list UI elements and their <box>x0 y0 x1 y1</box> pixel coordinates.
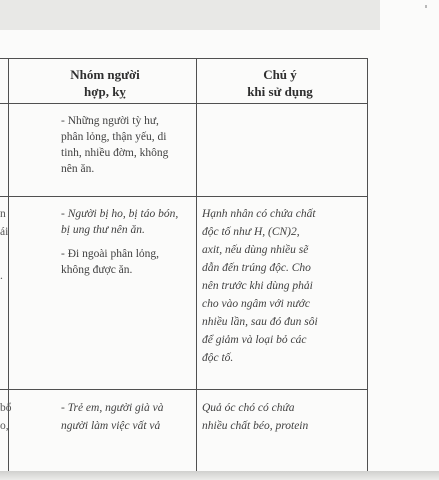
header-notes-line-1: Chú ý <box>263 67 297 82</box>
row2-group-line: - Đi ngoài phân lỏng, <box>61 248 160 260</box>
page-bottom-edge <box>0 471 439 480</box>
row3-left-fragment: bổ <box>0 402 12 414</box>
row2-left-fragment: n <box>0 208 6 220</box>
row2-notes-line: Hạnh nhân có chứa chất <box>202 208 316 220</box>
rule-header-bottom <box>0 103 368 104</box>
row2-left-fragment: ái <box>0 226 9 238</box>
rule-col-mid <box>196 58 197 471</box>
row2-notes-cell <box>202 206 364 366</box>
row2-group-cell <box>61 206 193 278</box>
row3-left-fragment: o, <box>0 420 9 432</box>
row2-notes-line: cho vào ngâm với nước <box>202 298 310 310</box>
row2-notes-line: độc tố. <box>202 352 234 364</box>
row2-notes-line: dẫn đến trúng độc. Cho <box>202 262 311 274</box>
row3-notes-line: nhiều chất béo, protein <box>202 420 309 432</box>
row2-notes-line: nhiều lần, sau đó đun sôi <box>202 316 318 328</box>
row2-notes-line: độc tố như H, (CN)2, <box>202 226 300 238</box>
row3-group-cell <box>61 400 193 434</box>
rule-row1-bottom <box>0 196 368 197</box>
header-notes <box>225 66 335 100</box>
row1-group-cell <box>61 113 193 177</box>
row2-group-line: - Người bị ho, bị táo bón, <box>61 208 179 220</box>
rule-row2-bottom <box>0 389 368 390</box>
row2-notes-line: nên trước khi dùng phải <box>202 280 313 292</box>
row1-group-line: tinh, nhiều đờm, không <box>61 147 169 159</box>
header-group-line-2: hợp, kỵ <box>84 84 126 99</box>
row3-group-line: - Trẻ em, người già và <box>61 402 164 414</box>
header-notes-line-2: khi sử dụng <box>247 84 313 99</box>
header-group-line-1: Nhóm người <box>70 67 140 82</box>
header-group <box>60 66 150 100</box>
row2-notes-line: để giảm và loại bỏ các <box>202 334 307 346</box>
row2-left-fragment: . <box>0 270 3 282</box>
row3-notes-cell <box>202 400 364 434</box>
rule-col-right <box>367 58 368 471</box>
row2-group-line: bị ung thư nên ăn. <box>61 224 145 236</box>
row3-notes-line: Quả óc chó có chứa <box>202 402 295 414</box>
row1-group-line: nên ăn. <box>61 163 95 175</box>
row2-notes-line: axit, nếu dùng nhiều sẽ <box>202 244 309 256</box>
row3-group-line: người làm việc vất vả <box>61 420 161 432</box>
row2-group-line: không được ăn. <box>61 264 133 276</box>
row1-group-line: phân lỏng, thận yếu, di <box>61 131 167 143</box>
row1-group-line: - Những người tỳ hư, <box>61 115 159 127</box>
rule-top <box>0 58 368 59</box>
